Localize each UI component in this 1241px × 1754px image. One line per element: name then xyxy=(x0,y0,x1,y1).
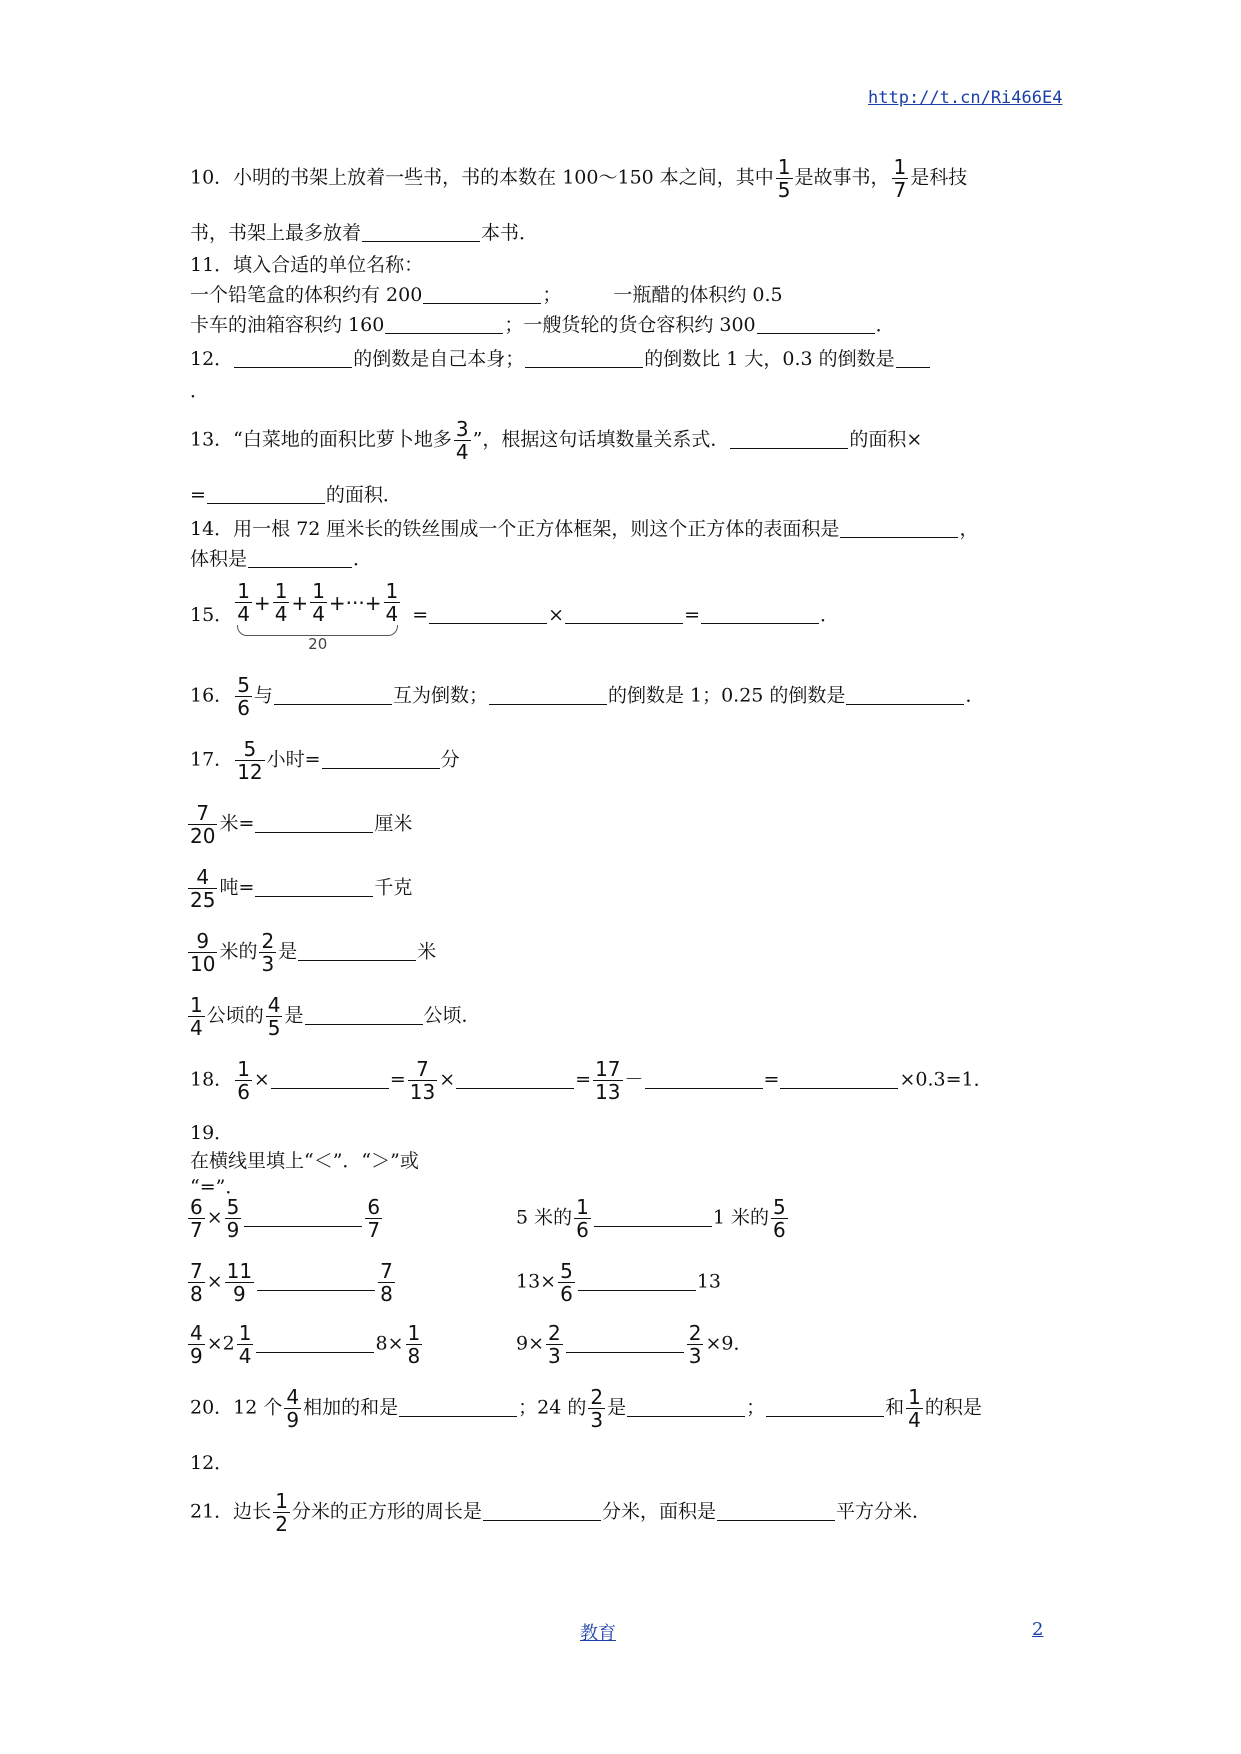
question-21: 21．边长 $\frac{1}{2}$ 分米的正方形的周长是 分米，面积是 平方分米． xyxy=(190,1489,931,1536)
q19-row3-left: $\frac{4}{9}$ ×2 $\frac{1}{4}$ 8× $\frac{1}{8}$ xyxy=(190,1321,421,1368)
answer-blank[interactable] xyxy=(298,940,416,961)
question-12-line2: ． xyxy=(190,380,210,402)
question-14-line1 xyxy=(190,516,978,542)
answer-blank[interactable] xyxy=(757,313,875,334)
q14-text: ， xyxy=(959,518,979,540)
question-17-row4: $\frac{9}{10}$ 米的 $\frac{2}{3}$ 是 米 xyxy=(190,929,437,976)
question-13-line2 xyxy=(190,482,402,508)
fraction: $\frac{1}{8}$ xyxy=(407,1321,421,1368)
answer-blank[interactable] xyxy=(594,1206,712,1227)
question-12-line1 xyxy=(190,346,931,372)
answer-blank[interactable] xyxy=(423,283,541,304)
answer-blank[interactable] xyxy=(456,1068,574,1089)
fraction: $\frac{2}{3}$ xyxy=(688,1321,702,1368)
q11-text: ． xyxy=(875,314,895,336)
fraction: $\frac{5}{12}$ xyxy=(237,737,263,784)
q11-text: 一瓶醋的体积约 0.5 xyxy=(613,284,783,306)
fraction: $\frac{6}{7}$ xyxy=(367,1195,381,1242)
fraction: $\frac{1}{4}$ xyxy=(190,993,203,1040)
question-19-title: 19． xyxy=(190,1122,234,1144)
fraction: $\frac{4}{5}$ xyxy=(267,993,281,1040)
q14-text: ． xyxy=(353,548,373,570)
answer-blank[interactable] xyxy=(701,603,819,624)
answer-blank[interactable] xyxy=(207,483,325,504)
fraction: $\frac{5}{6}$ xyxy=(237,673,250,720)
question-20-line1: 20．12 个 $\frac{4}{9}$ 相加的和是 ；24 的 $\frac{2}{3}$ 是 ； 和 $\frac{1}{4}$ 的积是 xyxy=(190,1385,982,1432)
fraction: $\frac{17}{13}$ xyxy=(595,1057,621,1104)
answer-blank[interactable] xyxy=(362,221,480,242)
q11-text: ； xyxy=(542,284,562,306)
fraction: $\frac{4}{25}$ xyxy=(190,865,216,912)
q19-row2-left: $\frac{7}{8}$ × $\frac{11}{9}$ $\frac{7}{8}$ xyxy=(190,1259,393,1306)
answer-blank[interactable] xyxy=(489,684,607,705)
fraction: $\frac{4}{9}$ xyxy=(286,1385,300,1432)
answer-blank[interactable] xyxy=(645,1068,763,1089)
fraction: $\frac{7}{8}$ xyxy=(380,1259,393,1306)
fraction: $\frac{6}{7}$ xyxy=(190,1195,203,1242)
fraction: $\frac{2}{3}$ xyxy=(548,1321,561,1368)
fraction: $\frac{1}{4}$ xyxy=(908,1385,921,1432)
q13-text: ”，根据这句话填数量关系式． xyxy=(472,428,730,451)
fraction: $\frac{9}{10}$ xyxy=(190,929,216,976)
answer-blank[interactable] xyxy=(766,1396,884,1417)
answer-blank[interactable] xyxy=(483,1500,601,1521)
question-11-line2 xyxy=(190,312,895,338)
fraction: $\frac{5}{9}$ xyxy=(226,1195,240,1242)
answer-blank[interactable] xyxy=(578,1270,696,1291)
question-19-desc1: 在横线里填上“＜”．“＞”或 xyxy=(190,1150,419,1172)
answer-blank[interactable] xyxy=(255,812,373,833)
q10-text-c: 是科技 xyxy=(910,166,968,189)
question-13-line1 xyxy=(190,418,922,463)
fraction: $\frac{1}{4}$ xyxy=(238,1321,252,1368)
q12-text: 的倒数是自己本身； xyxy=(353,348,525,370)
question-14-line2 xyxy=(190,546,372,572)
q19-row3-right: 9× $\frac{2}{3}$ $\frac{2}{3}$ ×9． xyxy=(516,1321,753,1368)
q14-text: 14．用一根 72 厘米长的铁丝围成一个正方体框架，则这个正方体的表面积是 xyxy=(190,518,840,540)
question-10-line1 xyxy=(190,156,967,201)
repeated-sum-brace: $\frac{1}{4}$ + $\frac{1}{4}$ + $\frac{1}{4}$ +···+ $\frac{1}{4}$ 20 xyxy=(233,580,402,652)
question-19-desc2: “=”． xyxy=(190,1176,245,1198)
fraction: $\frac{2}{3}$ xyxy=(590,1385,604,1432)
answer-blank[interactable] xyxy=(840,517,958,538)
q10-text-d: 书，书架上最多放着 xyxy=(190,222,362,244)
answer-blank[interactable] xyxy=(717,1500,835,1521)
q12-text: 的倒数比 1 大，0.3 的倒数是 xyxy=(644,348,895,370)
q14-text: 体积是 xyxy=(190,548,248,570)
question-20-line2: 12． xyxy=(190,1452,234,1474)
q13-text: = xyxy=(190,484,206,506)
answer-blank[interactable] xyxy=(429,603,547,624)
fraction: $\frac{7}{13}$ xyxy=(409,1057,436,1104)
q13-text: 13．“白菜地的面积比萝卜地多 xyxy=(190,428,452,451)
answer-blank[interactable] xyxy=(730,428,848,449)
q11-text: 卡车的油箱容积约 160 xyxy=(190,314,385,336)
fraction: $\frac{11}{9}$ xyxy=(226,1259,253,1306)
q13-text: 的面积． xyxy=(325,484,402,506)
question-16: 16． $\frac{5}{6}$ 与 互为倒数； 的倒数是 1；0.25 的倒数是 ． xyxy=(190,673,985,720)
answer-blank[interactable] xyxy=(257,1270,375,1291)
fraction: $\frac{2}{3}$ xyxy=(261,929,275,976)
question-17-row1: 17． $\frac{5}{12}$ 小时= 分 xyxy=(190,737,460,784)
answer-blank[interactable] xyxy=(256,1332,374,1353)
answer-blank[interactable] xyxy=(565,603,683,624)
q19-row1-right: 5 米的 $\frac{1}{6}$ 1 米的 $\frac{5}{6}$ xyxy=(516,1195,786,1242)
question-11-line1 xyxy=(190,282,783,308)
question-15: 15． $\frac{1}{4}$ + $\frac{1}{4}$ + $\frac{1}{4}$ +···+ $\frac{1}{4}$ 20 = × = ． xyxy=(190,579,840,653)
q15-text: 15． xyxy=(190,604,234,626)
fraction: $\frac{1}{7}$ xyxy=(893,155,907,202)
answer-blank[interactable] xyxy=(385,313,503,334)
fraction: $\frac{5}{6}$ xyxy=(773,1195,786,1242)
q12-text: 12． xyxy=(190,348,234,370)
q11-text: ；一艘货轮的货仓容积约 300 xyxy=(504,314,756,336)
q19-row2-right: 13× $\frac{5}{6}$ 13 xyxy=(516,1259,722,1306)
term-count: 20 xyxy=(308,635,328,653)
answer-blank[interactable] xyxy=(244,1206,362,1227)
answer-blank[interactable] xyxy=(846,684,964,705)
footer-link[interactable]: 教育 xyxy=(580,1623,616,1644)
q19-row1-left: $\frac{6}{7}$ × $\frac{5}{9}$ $\frac{6}{7}$ xyxy=(190,1195,381,1242)
answer-blank[interactable] xyxy=(234,347,352,368)
page-number[interactable]: 2 xyxy=(1032,1619,1044,1640)
fraction: $\frac{1}{6}$ xyxy=(576,1195,589,1242)
answer-blank[interactable] xyxy=(248,547,352,568)
answer-blank[interactable] xyxy=(255,876,373,897)
fraction: $\frac{1}{2}$ xyxy=(275,1489,288,1536)
question-17-row2: $\frac{7}{20}$ 米= 厘米 xyxy=(190,801,413,848)
q10-text-b: 是故事书， xyxy=(794,166,890,189)
q16-text: 16． xyxy=(190,684,234,707)
answer-blank[interactable] xyxy=(274,684,392,705)
answer-blank[interactable] xyxy=(627,1396,745,1417)
answer-blank[interactable] xyxy=(399,1396,517,1417)
q11-text: 一个铅笔盒的体积约有 200 xyxy=(190,284,423,306)
answer-blank[interactable] xyxy=(305,1004,423,1025)
answer-blank[interactable] xyxy=(271,1068,389,1089)
answer-blank[interactable] xyxy=(525,347,643,368)
answer-blank[interactable] xyxy=(322,748,440,769)
fraction: $\frac{1}{5}$ xyxy=(777,155,791,202)
fraction: $\frac{3}{4}$ xyxy=(455,417,469,464)
question-18: 18． $\frac{1}{6}$ × = $\frac{7}{13}$ × = $\frac{17}{13}$ － = ×0.3=1． xyxy=(190,1057,993,1104)
fraction: $\frac{7}{20}$ xyxy=(190,801,216,848)
q10-text-e: 本书． xyxy=(481,222,539,244)
q10-text-a: 10．小明的书架上放着一些书，书的本数在 100～150 本之间，其中 xyxy=(190,166,774,189)
question-17-row3: $\frac{4}{25}$ 吨= 千克 xyxy=(190,865,413,912)
question-11-title: 11．填入合适的单位名称： xyxy=(190,254,424,276)
answer-blank[interactable] xyxy=(896,347,930,368)
header-url-link[interactable]: http://t.cn/Ri466E4 xyxy=(868,88,1063,108)
fraction: $\frac{7}{8}$ xyxy=(190,1259,203,1306)
fraction: $\frac{4}{9}$ xyxy=(190,1321,203,1368)
question-10-line2 xyxy=(190,220,538,246)
q13-text: 的面积× xyxy=(849,428,923,451)
answer-blank[interactable] xyxy=(780,1068,898,1089)
answer-blank[interactable] xyxy=(566,1332,684,1353)
fraction: $\frac{5}{6}$ xyxy=(560,1259,573,1306)
question-17-row5: $\frac{1}{4}$ 公顷的 $\frac{4}{5}$ 是 公顷． xyxy=(190,993,481,1040)
fraction: $\frac{1}{6}$ xyxy=(237,1057,250,1104)
